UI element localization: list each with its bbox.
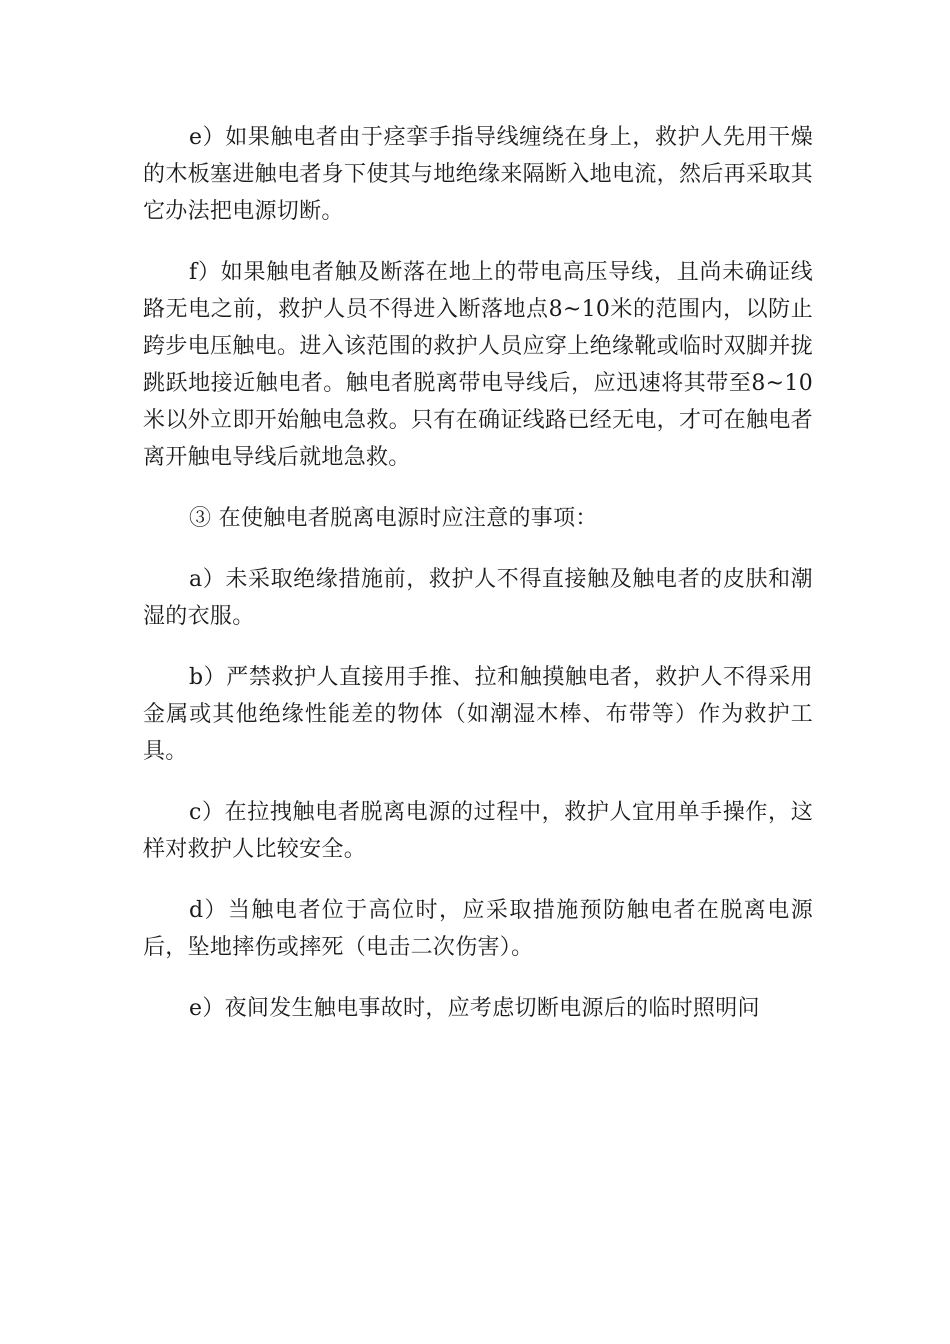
paragraph-d-high-position: d）当触电者位于高位时，应采取措施预防触电者在脱离电源后，坠地摔伤或摔死（电击二次伤害）。 [143, 898, 813, 960]
paragraph-f-high-voltage-wire: f）如果触电者触及断落在地上的带电高压导线，且尚未确证线路无电之前，救护人员不得进入断落地点8~10米的范围内，以防止跨步电压触电。进入该范围的救护人员应穿上绝缘靴或临时双脚并拢跳跃地接近触电者。触电者脱离带电导线后，应迅速将其带至8~10米以外立即开始触电急救。只有在确证线路已经无电，才可在触电者离开触电导线后就地急救。 [143, 260, 813, 470]
paragraph-e-entangled-wire: e）如果触电者由于痉挛手指导线缠绕在身上，救护人先用干燥的木板塞进触电者身下使其与地绝缘来隔断入地电流，然后再采取其它办法把电源切断。 [143, 125, 813, 224]
paragraph-e-night-lighting: e）夜间发生触电事故时，应考虑切断电源后的临时照明问 [189, 996, 760, 1021]
paragraph-b-no-direct-contact: b）严禁救护人直接用手推、拉和触摸触电者，救护人不得采用金属或其他绝缘性能差的物体（如潮湿木棒、布带等）作为救护工具。 [143, 665, 813, 764]
document-body [143, 119, 813, 1051]
paragraph-a-insulation: a）未采取绝缘措施前，救护人不得直接触及触电者的皮肤和潮湿的衣服。 [143, 567, 813, 629]
paragraph-c-single-hand: c）在拉拽触电者脱离电源的过程中，救护人宜用单手操作，这样对救护人比较安全。 [143, 800, 813, 862]
section-heading-precautions: ③ 在使触电者脱离电源时应注意的事项： [189, 506, 598, 531]
